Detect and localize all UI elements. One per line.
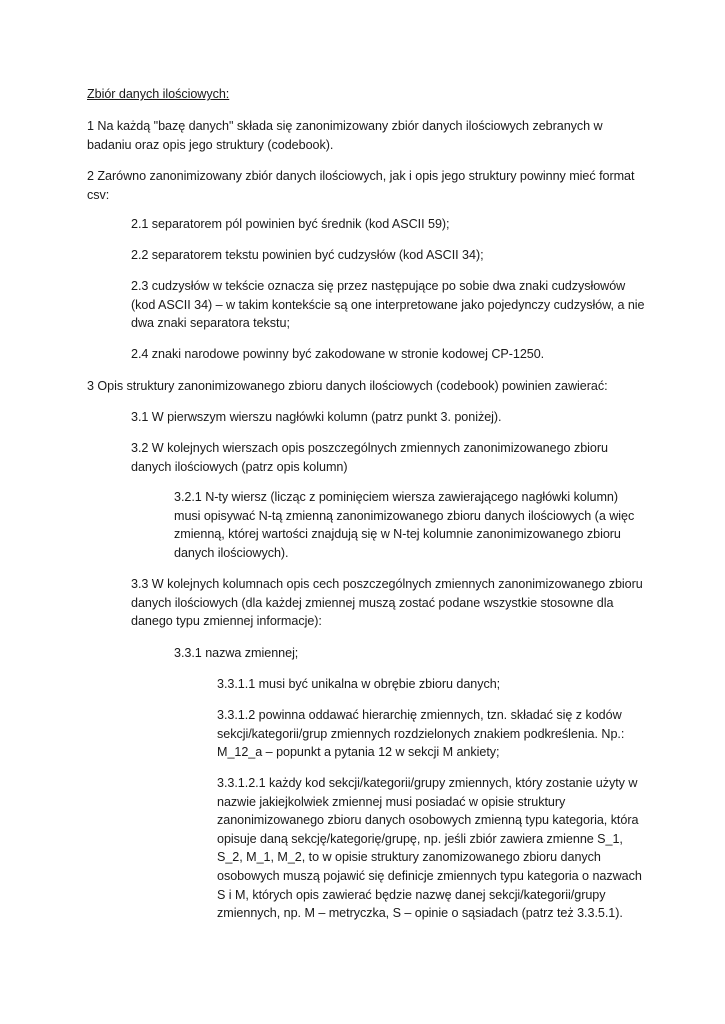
- paragraph-2-3: 2.3 cudzysłów w tekście oznacza się przez następujące po sobie dwa znaki cudzysłowów (kod ASCII 34) – w takim kontekście są one interpretowane jako pojedynczy cudzysłów, a nie dwa znaki separatora tekstu;: [131, 279, 645, 331]
- paragraph-2-4: 2.4 znaki narodowe powinny być zakodowane w stronie kodowej CP-1250.: [131, 347, 545, 361]
- paragraph-3: 3 Opis struktury zanonimizowanego zbioru danych ilościowych (codebook) powinien zawierać:: [87, 379, 608, 393]
- paragraph-3-2: 3.2 W kolejnych wierszach opis poszczególnych zmiennych zanonimizowanego zbioru danych ilościowych (patrz opis kolumn): [131, 441, 608, 474]
- paragraph-3-3-1-2-1: 3.3.1.2.1 każdy kod sekcji/kategorii/grupy zmiennych, który zostanie użyty w nazwie jakiejkolwiek zmiennej musi posiadać w opisie struktury zanonimizowanego zbioru danych osobowych zmienną typu kategoria, która opisuje daną sekcję/kategorię/grupę, np. jeśli zbiór zawiera zmienne S_1, S_2, M_1, M_2, to w opisie struktury zanomizowanego zbioru danych osobowych muszą pojawić się definicje zmiennych typu kategoria o nazwach S i M, których opis zawierać będzie nazwę danej sekcji/kategorii/grupy zmiennych, np. M – metryczka, S – opinie o sąsiadach (patrz też 3.3.5.1).: [217, 776, 642, 921]
- paragraph-2-1: 2.1 separatorem pól powinien być średnik (kod ASCII 59);: [131, 217, 450, 231]
- paragraph-3-3-1-2: 3.3.1.2 powinna oddawać hierarchię zmiennych, tzn. składać się z kodów sekcji/kategorii/grup zmiennych rozdzielonych znakiem podkreślenia. Np.: M_12_a – popunkt a pytania 12 w sekcji M ankiety;: [217, 708, 625, 760]
- paragraph-3-3-1: 3.3.1 nazwa zmiennej;: [174, 646, 299, 660]
- paragraph-3-2-1: 3.2.1 N-ty wiersz (licząc z pominięciem wiersza zawierającego nagłówki kolumn) musi opisywać N-tą zmienną zanonimizowanego zbioru danych ilościowych (a więc zmienną, której wartości znajdują się w N-tej kolumnie zanonimizowanego zbioru danych ilościowych).: [174, 490, 635, 560]
- paragraph-3-3: 3.3 W kolejnych kolumnach opis cech poszczególnych zmiennych zanonimizowanego zbioru danych ilościowych (dla każdej zmiennej muszą zostać podane wszystkie stosowne dla danego typu zmiennej informacje):: [131, 577, 643, 629]
- paragraph-2: 2 Zarówno zanonimizowany zbiór danych ilościowych, jak i opis jego struktury powinny mieć format csv:: [87, 169, 635, 202]
- paragraph-3-3-1-1: 3.3.1.1 musi być unikalna w obrębie zbioru danych;: [217, 677, 501, 691]
- section-heading: Zbiór danych ilościowych:: [87, 87, 230, 101]
- paragraph-2-2: 2.2 separatorem tekstu powinien być cudzysłów (kod ASCII 34);: [131, 248, 484, 262]
- paragraph-1: 1 Na każdą "bazę danych" składa się zanonimizowany zbiór danych ilościowych zebranych w badaniu oraz opis jego struktury (codebook).: [87, 119, 603, 152]
- paragraph-3-1: 3.1 W pierwszym wierszu nagłówki kolumn (patrz punkt 3. poniżej).: [131, 410, 502, 424]
